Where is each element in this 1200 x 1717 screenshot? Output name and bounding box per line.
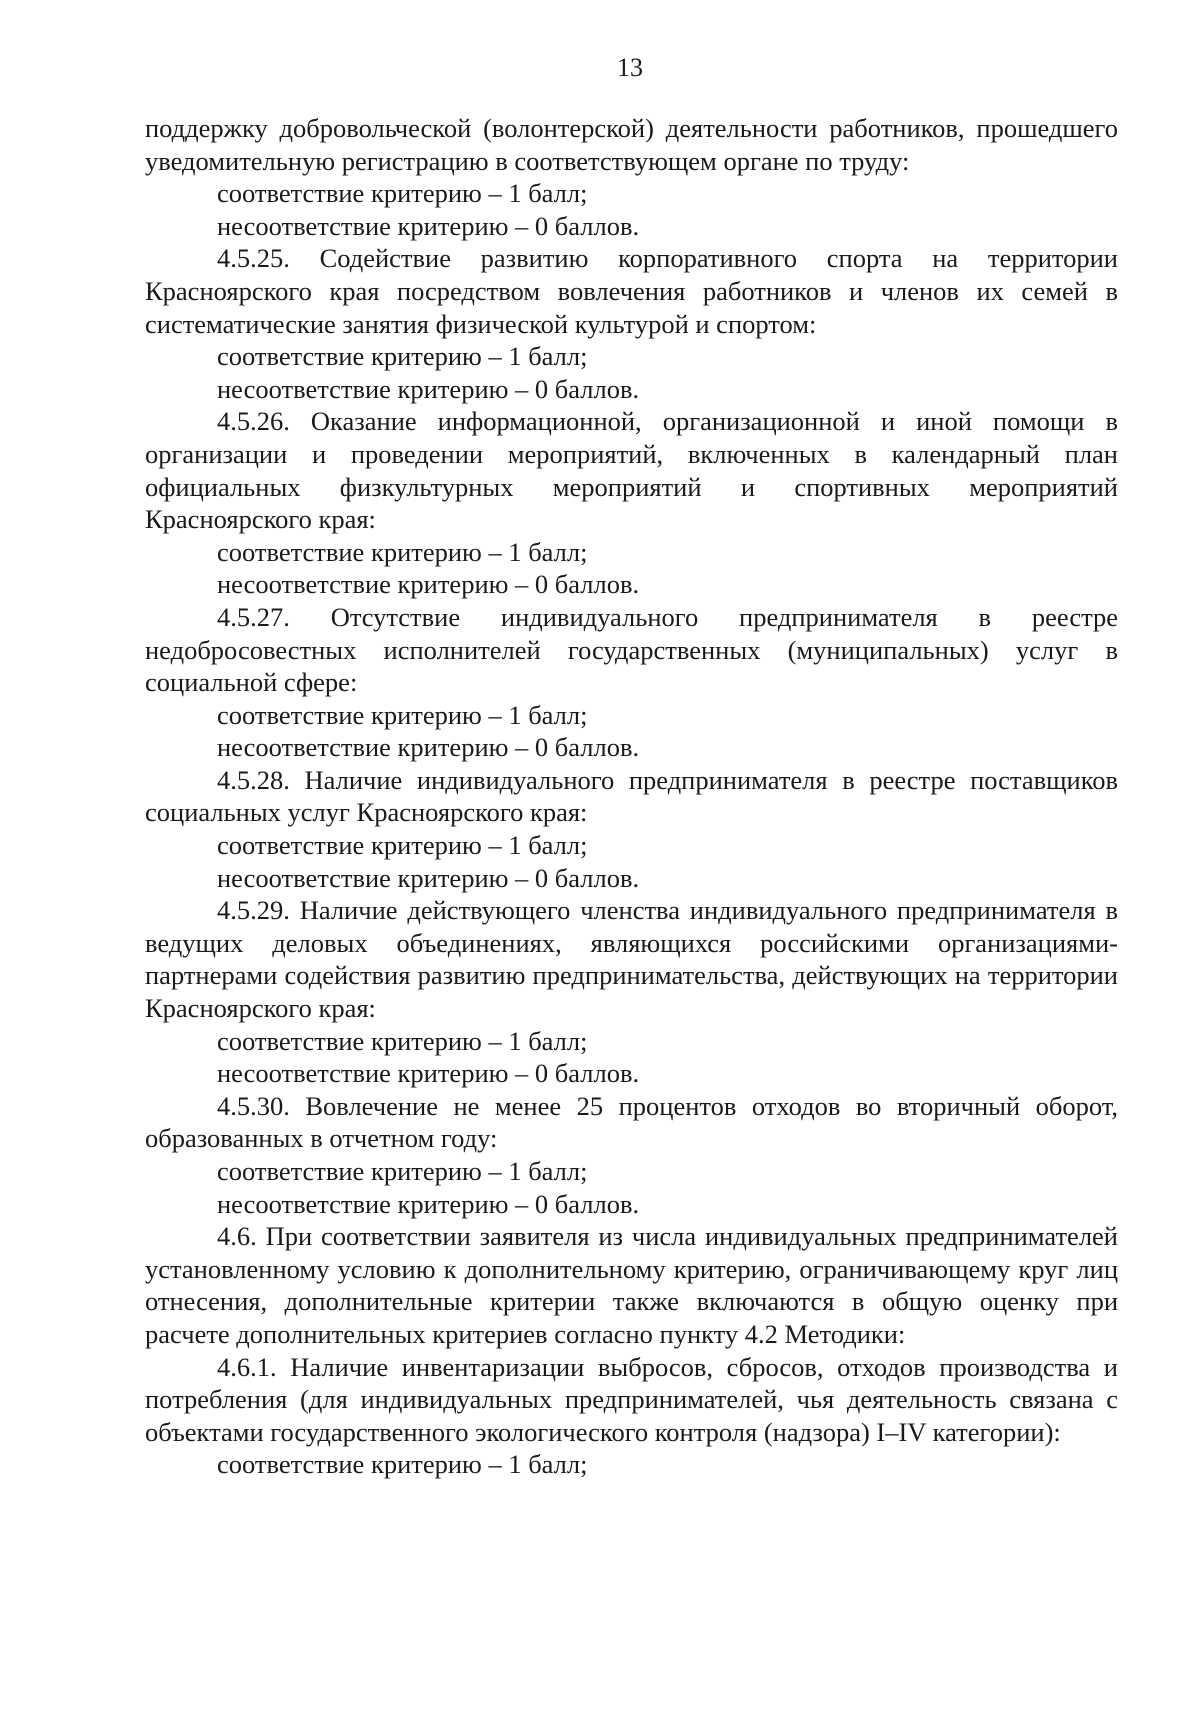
- score-match: соответствие критерию – 1 балл;: [217, 830, 588, 861]
- score-mismatch: несоответствие критерию – 0 баллов.: [217, 210, 640, 241]
- score-mismatch: несоответствие критерию – 0 баллов.: [217, 569, 640, 600]
- score-match: соответствие критерию – 1 балл;: [217, 1156, 588, 1186]
- score-match: соответствие критерию – 1 балл;: [217, 699, 588, 730]
- score-mismatch: несоответствие критерию – 0 баллов.: [217, 1188, 640, 1219]
- clause-4-6-1: 4.6.1. Наличие инвентаризации выбросов, сбросов, отходов производства и потребления (для индивидуальных предпринимателей, чья деятельность связана с объектами государственного экологического контроля (надзора) I–IV категории):: [145, 1351, 1118, 1447]
- clause-4-6: 4.6. При соответствии заявителя из числа индивидуальных предпринимателей установленному условию к дополнительному критерию, ограничивающему круг лиц отнесения, дополнительные критерии также включаются в общую оценку при расчете дополнительных критериев согласно пункту 4.2 Методики:: [145, 1221, 1118, 1349]
- score-mismatch: несоответствие критерию – 0 баллов.: [217, 732, 640, 763]
- score-match: соответствие критерию – 1 балл;: [217, 536, 588, 567]
- paragraph-continuation: поддержку добровольческой (волонтерской) деятельности работников, прошедшего уведомительную регистрацию в соответствующем органе по труду:: [145, 113, 1118, 176]
- clause-4-5-26: 4.5.26. Оказание информационной, организационной и иной помощи в организации и проведении мероприятий, включенных в календарный план официальных физкультурных мероприятий и спортивных мероприятий Красноярского края:: [145, 406, 1118, 535]
- score-match: соответствие критерию – 1 балл;: [217, 178, 588, 209]
- score-mismatch: несоответствие критерию – 0 баллов.: [217, 862, 640, 893]
- score-match: соответствие критерию – 1 балл;: [217, 1449, 588, 1480]
- score-mismatch: несоответствие критерию – 0 баллов.: [217, 1058, 640, 1089]
- clause-4-5-29: 4.5.29. Наличие действующего членства индивидуального предпринимателя в ведущих деловых объединениях, являющихся российскими организациями-партнерами содействия развитию предпринимательства, действующих на территории Красноярского края:: [145, 895, 1118, 1024]
- document-body: [145, 112, 1118, 1481]
- score-match: соответствие критерию – 1 балл;: [217, 341, 588, 372]
- clause-4-5-27: 4.5.27. Отсутствие индивидуального предпринимателя в реестре недобросовестных исполнителей государственных (муниципальных) услуг в социальной сфере:: [145, 601, 1118, 698]
- page-number: 13: [617, 53, 643, 82]
- clause-4-5-28: 4.5.28. Наличие индивидуального предпринимателя в реестре поставщиков социальных услуг Красноярского края:: [145, 764, 1118, 828]
- score-match: соответствие критерию – 1 балл;: [217, 1025, 588, 1056]
- clause-4-5-30: 4.5.30. Вовлечение не менее 25 процентов отходов во вторичный оборот, образованных в отчетном году:: [145, 1090, 1118, 1154]
- clause-4-5-25: 4.5.25. Содействие развитию корпоративного спорта на территории Красноярского края посредством вовлечения работников и членов их семей в систематические занятия физической культурой и спортом:: [145, 243, 1118, 339]
- score-mismatch: несоответствие критерию – 0 баллов.: [217, 373, 640, 404]
